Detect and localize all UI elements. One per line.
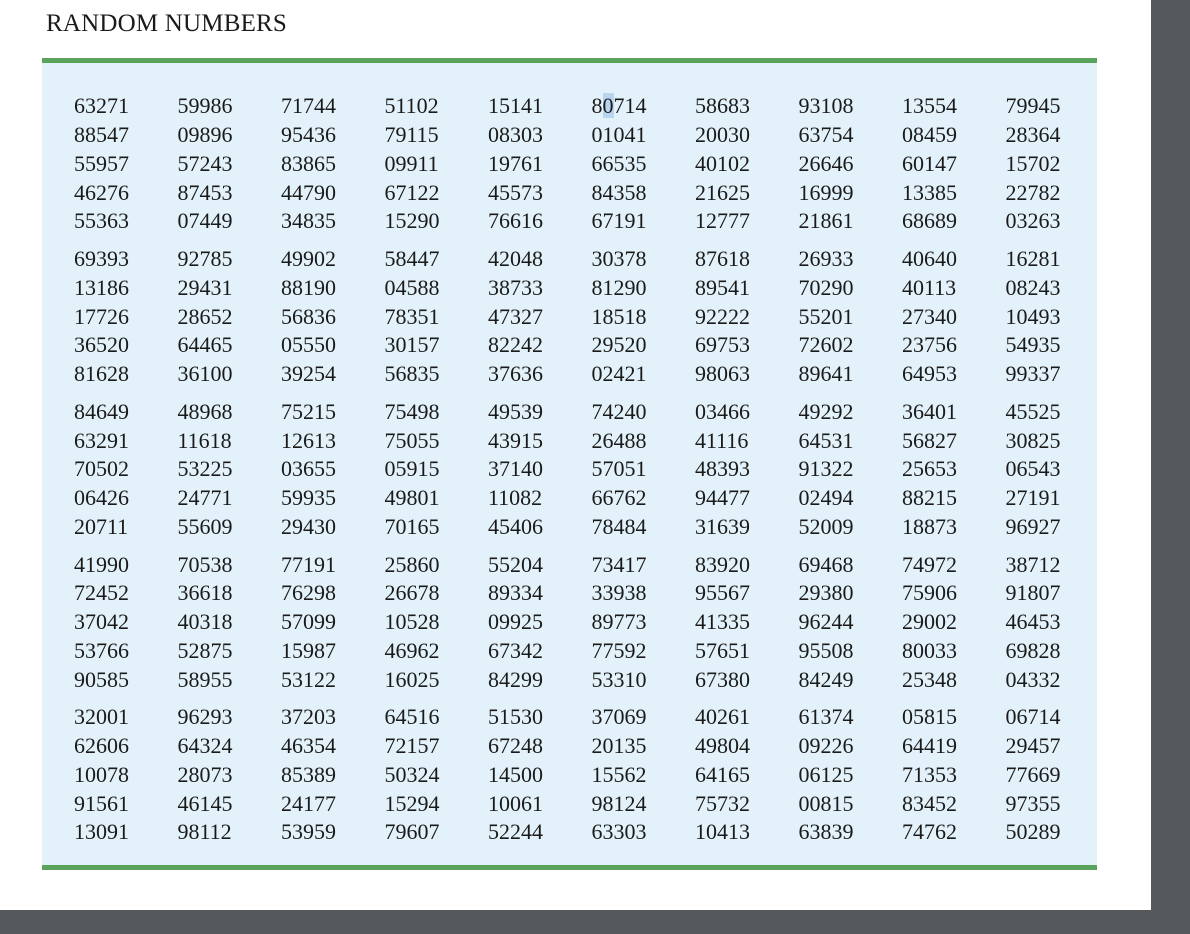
number-cell: 64531: [798, 427, 854, 453]
number-cell: 09925: [488, 609, 543, 635]
number-cell: 38733: [488, 274, 543, 300]
number-cell: 10493: [1005, 303, 1061, 329]
number-cell: 56836: [281, 303, 336, 329]
number-cell: 79945: [1005, 93, 1061, 119]
number-cell: 15141: [488, 93, 543, 119]
number-cell: 84249: [798, 666, 854, 692]
number-cell: 83865: [281, 150, 336, 176]
number-cell: 74972: [902, 551, 957, 577]
number-cell: 03655: [281, 456, 336, 482]
number-cell: 44790: [281, 179, 336, 205]
table-row: [74, 789, 1109, 818]
number-cell: 67342: [488, 637, 543, 663]
number-cell: 63303: [591, 819, 647, 845]
table-row: [74, 818, 1109, 847]
number-cell: 98112: [177, 819, 232, 845]
number-cell: 25348: [902, 666, 957, 692]
number-cell: 03263: [1005, 208, 1061, 234]
number-cell: 90585: [74, 666, 129, 692]
table-row: [74, 579, 1109, 608]
number-cell: 37203: [281, 704, 336, 730]
number-cell: 26678: [384, 580, 440, 606]
number-cell: 63754: [798, 122, 854, 148]
number-cell: 45525: [1005, 398, 1061, 424]
number-cell: 37636: [488, 361, 543, 387]
number-cell: 75906: [902, 580, 957, 606]
number-cell: 67122: [384, 179, 440, 205]
number-cell: 40113: [902, 274, 957, 300]
number-cell: 98063: [695, 361, 750, 387]
number-cell: 99337: [1005, 361, 1061, 387]
number-block: [74, 703, 1109, 847]
number-cell: 53310: [591, 666, 647, 692]
table-row: [74, 637, 1109, 666]
table-row: [74, 150, 1109, 179]
number-cell: 04588: [384, 274, 440, 300]
number-cell: 96244: [798, 609, 854, 635]
number-cell: 25860: [384, 551, 440, 577]
table-row: [74, 455, 1109, 484]
number-cell: 70165: [384, 513, 440, 539]
number-cell: 75055: [384, 427, 440, 453]
table-row: [74, 121, 1109, 150]
table-row: [74, 732, 1109, 761]
number-cell: 48393: [695, 456, 750, 482]
number-cell: 27191: [1005, 485, 1061, 511]
top-rule: [42, 58, 1097, 63]
number-cell: 41335: [695, 609, 750, 635]
number-cell: 45406: [488, 513, 543, 539]
number-cell: 29431: [177, 274, 233, 300]
number-cell: 89773: [591, 609, 647, 635]
number-cell: 55363: [74, 208, 129, 234]
number-cell: 64465: [177, 332, 233, 358]
number-cell: 40102: [695, 150, 750, 176]
number-cell: 75732: [695, 790, 750, 816]
number-cell: 57099: [281, 609, 336, 635]
number-cell: 29520: [591, 332, 647, 358]
number-cell: 68689: [902, 208, 957, 234]
number-cell: 87618: [695, 246, 750, 272]
number-cell: 49801: [384, 485, 440, 511]
number-cell: 23756: [902, 332, 957, 358]
number-cell: 56827: [902, 427, 957, 453]
number-cell: 11618: [177, 427, 232, 453]
table-row: [74, 703, 1109, 732]
number-cell: 64324: [177, 733, 233, 759]
number-cell: 60147: [902, 150, 957, 176]
number-cell: 40318: [177, 609, 233, 635]
number-cell: 40640: [902, 246, 957, 272]
number-cell: 69468: [798, 551, 854, 577]
number-cell: 79607: [384, 819, 440, 845]
number-cell: 29380: [798, 580, 854, 606]
number-cell: 69393: [74, 246, 129, 272]
number-cell: 33938: [591, 580, 647, 606]
number-cell: 95508: [798, 637, 854, 663]
number-cell: 50289: [1005, 819, 1061, 845]
number-cell: 30378: [591, 246, 647, 272]
number-cell: 27340: [902, 303, 957, 329]
number-cell: 88215: [902, 485, 957, 511]
number-cell: 69753: [695, 332, 750, 358]
number-cell: 58955: [177, 666, 233, 692]
number-cell: 57051: [591, 456, 647, 482]
number-cell: 37140: [488, 456, 543, 482]
number-cell: 74240: [591, 398, 647, 424]
number-cell: 10061: [488, 790, 543, 816]
number-cell: 57651: [695, 637, 750, 663]
number-cell: 05915: [384, 456, 440, 482]
number-cell: 09911: [384, 150, 439, 176]
number-cell: 73417: [591, 551, 647, 577]
number-cell: 77191: [281, 551, 336, 577]
number-cell: 91322: [798, 456, 854, 482]
number-cell: 36520: [74, 332, 129, 358]
number-cell: 36618: [177, 580, 233, 606]
number-cell: 64516: [384, 704, 440, 730]
number-cell: 49292: [798, 398, 854, 424]
number-cell: 24771: [177, 485, 233, 511]
number-cell: 78484: [591, 513, 647, 539]
number-cell: 55204: [488, 551, 543, 577]
number-cell: 29002: [902, 609, 957, 635]
table-row: [74, 207, 1109, 236]
number-cell: 84649: [74, 398, 129, 424]
number-cell: 08243: [1005, 274, 1061, 300]
number-cell: 53766: [74, 637, 129, 663]
number-cell: 13186: [74, 274, 129, 300]
number-cell: 34835: [281, 208, 336, 234]
number-cell: 02421: [591, 361, 647, 387]
number-cell: 18873: [902, 513, 957, 539]
number-cell: 10413: [695, 819, 750, 845]
number-cell: 08303: [488, 122, 543, 148]
number-cell: 49902: [281, 246, 336, 272]
table-row: [74, 274, 1109, 303]
number-cell: 06426: [74, 485, 129, 511]
number-cell: 89641: [798, 361, 854, 387]
table-row: [74, 398, 1109, 427]
number-cell: 89334: [488, 580, 543, 606]
number-cell: 58683: [695, 93, 750, 119]
number-cell: 72602: [798, 332, 854, 358]
number-cell: 15294: [384, 790, 440, 816]
number-cell: 97355: [1005, 790, 1061, 816]
table-row: [74, 178, 1109, 207]
number-cell: 75498: [384, 398, 440, 424]
number-cell: 09896: [177, 122, 233, 148]
number-cell: 91561: [74, 790, 129, 816]
number-cell: 30157: [384, 332, 440, 358]
number-cell: 49804: [695, 733, 750, 759]
number-block: [74, 398, 1109, 542]
number-cell: 63291: [74, 427, 129, 453]
number-cell: 29457: [1005, 733, 1061, 759]
number-cell: 06543: [1005, 456, 1061, 482]
number-cell: 63271: [74, 93, 129, 119]
number-cell: 16999: [798, 179, 854, 205]
number-cell: 41990: [74, 551, 129, 577]
number-cell: 81290: [591, 274, 647, 300]
number-cell: 76616: [488, 208, 543, 234]
number-cell: 72452: [74, 580, 129, 606]
number-cell: 12613: [281, 427, 336, 453]
table-row: [74, 245, 1109, 274]
number-cell: 47327: [488, 303, 543, 329]
number-cell: 21861: [798, 208, 854, 234]
number-cell: 36100: [177, 361, 233, 387]
number-cell: 71744: [281, 93, 336, 119]
text-cursor-highlight: 0: [602, 93, 614, 119]
table-row: [74, 302, 1109, 331]
number-cell: 42048: [488, 246, 543, 272]
number-cell: 71353: [902, 761, 957, 787]
number-cell: 16025: [384, 666, 440, 692]
number-cell: 66762: [591, 485, 647, 511]
number-cell: 29430: [281, 513, 336, 539]
number-cell: 59986: [177, 93, 233, 119]
number-cell: 55201: [798, 303, 854, 329]
number-cell: 49539: [488, 398, 543, 424]
number-cell: 15987: [281, 637, 336, 663]
number-cell: 39254: [281, 361, 336, 387]
number-cell: 70502: [74, 456, 129, 482]
number-cell: 28073: [177, 761, 233, 787]
number-cell: 53122: [281, 666, 336, 692]
number-cell: 62606: [74, 733, 129, 759]
number-cell: 96927: [1005, 513, 1061, 539]
number-cell: 70290: [798, 274, 854, 300]
number-cell: 38712: [1005, 551, 1061, 577]
table-row: [74, 92, 1109, 121]
number-cell: 92222: [695, 303, 750, 329]
number-cell: 37042: [74, 609, 129, 635]
number-cell: 13385: [902, 179, 957, 205]
number-cell: 01041: [591, 122, 647, 148]
number-cell: 15290: [384, 208, 440, 234]
number-cell: 25653: [902, 456, 957, 482]
number-cell: 51530: [488, 704, 543, 730]
number-cell: 54935: [1005, 332, 1061, 358]
number-cell: 67248: [488, 733, 543, 759]
number-cell: 13091: [74, 819, 129, 845]
number-cell: 21625: [695, 179, 750, 205]
number-cell: 40261: [695, 704, 750, 730]
number-cell: 52244: [488, 819, 543, 845]
number-cell: 93108: [798, 93, 854, 119]
number-cell: 16281: [1005, 246, 1061, 272]
number-cell: 69828: [1005, 637, 1061, 663]
number-cell: 28364: [1005, 122, 1061, 148]
number-cell: 13554: [902, 93, 957, 119]
number-cell: 77669: [1005, 761, 1061, 787]
number-cell: 07449: [177, 208, 233, 234]
number-cell: 12777: [695, 208, 750, 234]
number-cell: 82242: [488, 332, 543, 358]
number-cell: 56835: [384, 361, 440, 387]
table-row: [74, 608, 1109, 637]
number-cell: 31639: [695, 513, 750, 539]
number-cell: 52009: [798, 513, 854, 539]
number-cell: 84358: [591, 179, 647, 205]
number-cell: 58447: [384, 246, 440, 272]
number-cell: 11082: [488, 485, 543, 511]
number-cell: 84299: [488, 666, 543, 692]
number-cell: 52875: [177, 637, 233, 663]
number-cell: 80033: [902, 637, 957, 663]
number-cell: 15702: [1005, 150, 1061, 176]
number-cell: 67191: [591, 208, 647, 234]
number-cell: 64165: [695, 761, 750, 787]
number-cell: 48968: [177, 398, 233, 424]
number-cell: 46962: [384, 637, 440, 663]
number-cell: 76298: [281, 580, 336, 606]
number-cell: 19761: [488, 150, 543, 176]
number-cell: 03466: [695, 398, 750, 424]
number-cell: 64953: [902, 361, 957, 387]
number-cell: 46453: [1005, 609, 1061, 635]
number-cell: 53225: [177, 456, 233, 482]
table-row: [74, 360, 1109, 389]
number-cell: 83920: [695, 551, 750, 577]
table-row: [74, 513, 1109, 542]
number-cell: 28652: [177, 303, 233, 329]
number-cell: 64419: [902, 733, 957, 759]
number-cell: 00815: [798, 790, 854, 816]
page-title: RANDOM NUMBERS: [46, 10, 288, 37]
random-number-table: [74, 92, 1109, 856]
number-cell: 22782: [1005, 179, 1061, 205]
number-cell: 74762: [902, 819, 957, 845]
table-row: [74, 484, 1109, 513]
number-cell: 91807: [1005, 580, 1061, 606]
table-row: [74, 550, 1109, 579]
number-cell: 87453: [177, 179, 233, 205]
number-cell: 46276: [74, 179, 129, 205]
number-cell: 08459: [902, 122, 957, 148]
number-cell: 55957: [74, 150, 129, 176]
bottom-rule: [42, 865, 1097, 870]
number-cell: 43915: [488, 427, 543, 453]
number-cell: 75215: [281, 398, 336, 424]
number-cell: 26488: [591, 427, 647, 453]
number-cell: 14500: [488, 761, 543, 787]
number-cell: 04332: [1005, 666, 1061, 692]
number-cell: 72157: [384, 733, 440, 759]
number-cell: 53959: [281, 819, 336, 845]
number-cell: 24177: [281, 790, 336, 816]
number-cell: 59935: [281, 485, 336, 511]
number-cell: 26646: [798, 150, 854, 176]
number-cell: 83452: [902, 790, 957, 816]
number-cell: 77592: [591, 637, 647, 663]
number-cell: 46354: [281, 733, 336, 759]
number-cell: 02494: [798, 485, 854, 511]
number-cell: 37069: [591, 704, 647, 730]
number-cell: 89541: [695, 274, 750, 300]
number-cell: 78351: [384, 303, 440, 329]
table-row: [74, 665, 1109, 694]
number-cell: 85389: [281, 761, 336, 787]
number-cell: 10528: [384, 609, 440, 635]
number-cell: 92785: [177, 246, 233, 272]
number-cell: 70538: [177, 551, 233, 577]
number-cell: 06125: [798, 761, 854, 787]
number-cell: 26933: [798, 246, 854, 272]
number-cell: 30825: [1005, 427, 1061, 453]
number-cell: 88547: [74, 122, 129, 148]
number-cell: 81628: [74, 361, 129, 387]
number-cell: 98124: [591, 790, 647, 816]
number-cell: 57243: [177, 150, 233, 176]
number-cell: 15562: [591, 761, 647, 787]
number-cell: 80714: [591, 93, 647, 119]
number-cell: 36401: [902, 398, 957, 424]
number-cell: 06714: [1005, 704, 1061, 730]
number-cell: 32001: [74, 704, 129, 730]
number-cell: 95567: [695, 580, 750, 606]
number-cell: 79115: [384, 122, 439, 148]
number-cell: 05550: [281, 332, 336, 358]
number-cell: 63839: [798, 819, 854, 845]
number-cell: 95436: [281, 122, 336, 148]
number-cell: 66535: [591, 150, 647, 176]
number-cell: 46145: [177, 790, 233, 816]
table-row: [74, 331, 1109, 360]
number-cell: 96293: [177, 704, 233, 730]
number-cell: 05815: [902, 704, 957, 730]
number-cell: 20135: [591, 733, 647, 759]
number-cell: 45573: [488, 179, 543, 205]
number-block: [74, 550, 1109, 694]
number-cell: 94477: [695, 485, 750, 511]
number-cell: 09226: [798, 733, 854, 759]
number-cell: 51102: [384, 93, 439, 119]
number-cell: 20711: [74, 513, 129, 539]
table-row: [74, 761, 1109, 790]
number-cell: 20030: [695, 122, 750, 148]
number-cell: 55609: [177, 513, 233, 539]
number-cell: 67380: [695, 666, 750, 692]
number-cell: 17726: [74, 303, 129, 329]
number-block: [74, 245, 1109, 389]
table-row: [74, 426, 1109, 455]
number-cell: 10078: [74, 761, 129, 787]
number-cell: 18518: [591, 303, 647, 329]
number-block: [74, 92, 1109, 236]
number-cell: 50324: [384, 761, 440, 787]
number-cell: 88190: [281, 274, 336, 300]
number-cell: 61374: [798, 704, 854, 730]
number-cell: 41116: [695, 427, 749, 453]
